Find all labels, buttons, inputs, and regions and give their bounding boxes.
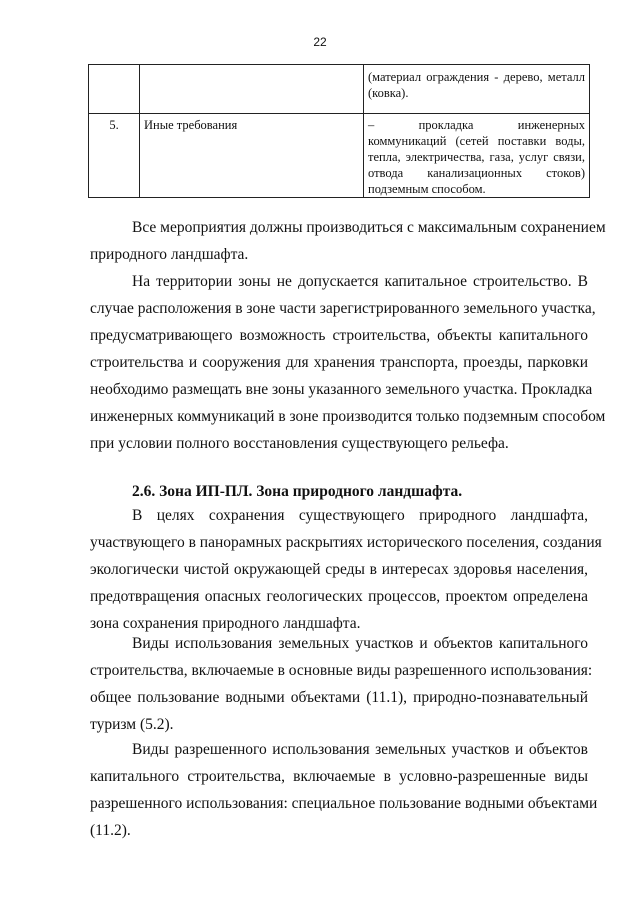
paragraph-construction-ban xyxy=(90,268,606,457)
paragraph-preservation xyxy=(90,214,606,268)
text-line: экологически чистой окружающей среды в интересах здоровья населения, xyxy=(90,561,588,578)
text-line: Все мероприятия должны производиться с максимальным сохранением xyxy=(132,219,606,236)
row-number-cell xyxy=(89,65,140,114)
paragraph-main-uses xyxy=(90,630,593,738)
value-line: (ковка). xyxy=(368,86,409,100)
text-line: предотвращения опасных геологических процессов, проектом определена xyxy=(90,588,588,605)
text-line: (11.2). xyxy=(90,822,131,839)
text-line: Виды разрешенного использования земельных участков и объектов xyxy=(132,741,588,758)
text-line: участвующего в панорамных раскрытиях исторического поселения, создания xyxy=(90,534,602,551)
text-line: общее пользование водными объектами (11.1), природно-познавательный xyxy=(90,689,588,706)
text-line: Виды использования земельных участков и объектов капитального xyxy=(132,635,588,652)
section-heading: 2.6. Зона ИП-ПЛ. Зона природного ландшафта. xyxy=(132,483,463,500)
value-line: отвода канализационных стоков) xyxy=(368,166,585,180)
table-row xyxy=(89,114,590,198)
text-line: туризм (5.2). xyxy=(90,716,174,733)
text-line: инженерных коммуникаций в зоне производится только подземным способом xyxy=(90,408,606,425)
text-line: необходимо размещать вне зоны указанного земельного участка. Прокладка xyxy=(90,381,593,398)
text-line: строительства и сооружения для хранения транспорта, проезды, парковки xyxy=(90,354,588,371)
value-line: коммуникаций (сетей поставки воды, xyxy=(368,134,585,148)
text-line: В целях сохранения существующего природного ландшафта, xyxy=(132,507,588,524)
text-line: разрешенного использования: специальное пользование водными объектами xyxy=(90,795,598,812)
text-line: предусматривающего возможность строительства, объекты капитального xyxy=(90,327,588,344)
requirement-name-cell: Иные требования xyxy=(140,114,364,198)
paragraph-conditional-uses xyxy=(90,736,598,844)
text-line: строительства, включаемые в основные виды разрешенного использования: xyxy=(90,662,593,679)
paragraph-zone-purpose xyxy=(90,502,602,637)
text-line: при условии полного восстановления существующего рельефа. xyxy=(90,435,509,452)
value-line: (материал ограждения - дерево, металл xyxy=(368,70,585,84)
page-number: 22 xyxy=(313,35,327,49)
text-line: зона сохранения природного ландшафта. xyxy=(90,615,361,632)
requirement-name-cell xyxy=(140,65,364,114)
value-line: – прокладка инженерных xyxy=(368,118,585,132)
requirement-value-cell xyxy=(364,114,590,198)
requirements-table xyxy=(88,64,590,198)
row-number-cell: 5. xyxy=(89,114,140,198)
value-line: тепла, электричества, газа, услуг связи, xyxy=(368,150,585,164)
requirement-value-cell xyxy=(364,65,590,114)
text-line: капитального строительства, включаемые в условно-разрешенные виды xyxy=(90,768,588,785)
value-line: подземным способом. xyxy=(368,182,486,196)
text-line: На территории зоны не допускается капитальное строительство. В xyxy=(132,273,588,290)
text-line: природного ландшафта. xyxy=(90,246,249,263)
text-line: случае расположения в зоне части зарегистрированного земельного участка, xyxy=(90,300,596,317)
table-row xyxy=(89,65,590,114)
